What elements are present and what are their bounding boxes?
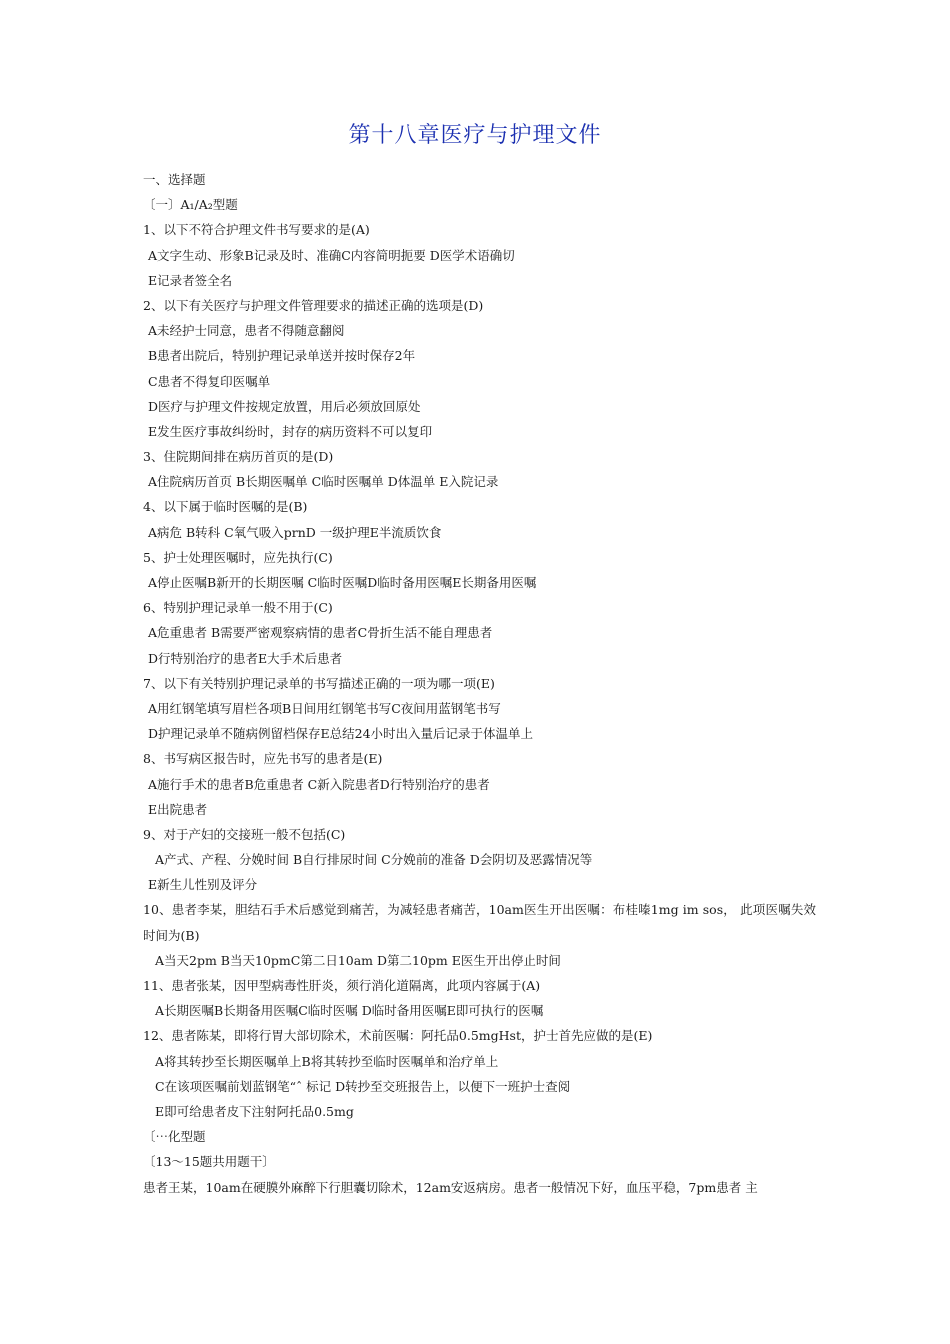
- text-line: 2、以下有关医疗与护理文件管理要求的描述正确的选项是(D): [143, 297, 484, 313]
- text-line: A危重患者 B需要严密观察病情的患者C骨折生活不能自理患者: [148, 625, 493, 641]
- text-line: A当天2pm B当天10pmC第二日10am D第二10pm E医生开出停止时间: [155, 952, 561, 968]
- text-line: E出院患者: [148, 801, 208, 817]
- text-line: C在该项医嘱前划蓝钢笔“ˆ 标记 D转抄至交班报告上，以便下一班护士查阅: [155, 1078, 571, 1094]
- text-line: D护理记录单不随病例留档保存E总结24小时出入量后记录于体温单上: [148, 726, 534, 742]
- text-line: 9、对于产妇的交接班一般不包括(C): [143, 826, 346, 842]
- text-line: B患者出院后，特别护理记录单送并按时保存2年: [148, 348, 416, 364]
- text-line: E新生儿性别及评分: [148, 877, 258, 893]
- document-title: 第十八章医疗与护理文件: [348, 123, 602, 148]
- text-line: E发生医疗事故纠纷时，封存的病历资料不可以复印: [148, 423, 433, 439]
- text-line: D行特别治疗的患者E大手术后患者: [148, 650, 343, 666]
- text-line: 5、护士处理医嘱时，应先执行(C): [143, 549, 333, 565]
- text-line: 12、患者陈某，即将行胃大部切除术，术前医嘱：阿托品0.5mgHst，护士首先应做的是(E): [143, 1028, 653, 1044]
- text-line: 〔⋯化型题: [143, 1129, 206, 1145]
- text-line: A未经护士同意，患者不得随意翻阅: [148, 323, 345, 339]
- text-line: E记录者签全名: [148, 272, 233, 288]
- text-line: C患者不得复印医嘱单: [148, 373, 271, 389]
- text-line: A施行手术的患者B危重患者 C新入院患者D行特别治疗的患者: [148, 776, 490, 792]
- text-line: A用红钢笔填写眉栏各项B日间用红钢笔书写C夜间用蓝钢笔书写: [148, 700, 501, 716]
- text-line: 〔13〜15题共用题干〕: [143, 1154, 275, 1170]
- text-line: A停止医嘱B新开的长期医嘱 C临时医嘱D临时备用医嘱E长期备用医嘱: [148, 575, 537, 590]
- document-body: [143, 167, 823, 1200]
- text-line: 7、以下有关特别护理记录单的书写描述正确的一项为哪一项(E): [143, 675, 495, 691]
- text-line: 患者王某，10am在硬膜外麻醉下行胆囊切除术，12am安返病房。患者一般情况下好，血压平稳，7pm患者 主: [143, 1179, 758, 1195]
- text-line: A文字生动、形象B记录及时、准确C内容简明扼要 D医学术语确切: [148, 247, 515, 263]
- text-line: 8、书写病区报告时，应先书写的患者是(E): [143, 751, 383, 767]
- text-line: E即可给患者皮下注射阿托品0.5mg: [155, 1103, 354, 1119]
- text-line: 11、患者张某，因甲型病毒性肝炎，须行消化道隔离，此项内容属于(A): [143, 978, 541, 994]
- text-line: 〔一〕A₁/A₂型题: [143, 197, 238, 213]
- text-line: A将其转抄至长期医嘱单上B将其转抄至临时医嘱单和治疗单上: [155, 1053, 499, 1069]
- text-line: D医疗与护理文件按规定放置，用后必须放回原处: [148, 398, 421, 414]
- text-line: 6、特别护理记录单一般不用于(C): [143, 600, 333, 616]
- text-line: A长期医嘱B长期备用医嘱C临时医嘱 D临时备用医嘱E即可执行的医嘱: [155, 1003, 544, 1019]
- text-line: A病危 B转科 C氧气吸入prnD 一级护理E半流质饮食: [148, 524, 442, 540]
- text-line: 10、患者李某，胆结石手术后感觉到痛苦，为减轻患者痛苦，10am医生开出医嘱：布桂嗪1mg im sos， 此项医嘱失效时间为(B): [143, 902, 816, 943]
- text-line: 3、住院期间排在病历首页的是(D): [143, 449, 334, 465]
- text-line: 4、以下属于临时医嘱的是(B): [143, 499, 308, 515]
- text-line: A住院病历首页 B长期医嘱单 C临时医嘱单 D体温单 E入院记录: [148, 474, 499, 490]
- text-line: A产式、产程、分娩时间 B自行排尿时间 C分娩前的准备 D会阴切及恶露情况等: [155, 852, 593, 868]
- text-line: 1、以下不符合护理文件书写要求的是(A): [143, 222, 370, 238]
- text-line: 一、选择题: [143, 172, 206, 187]
